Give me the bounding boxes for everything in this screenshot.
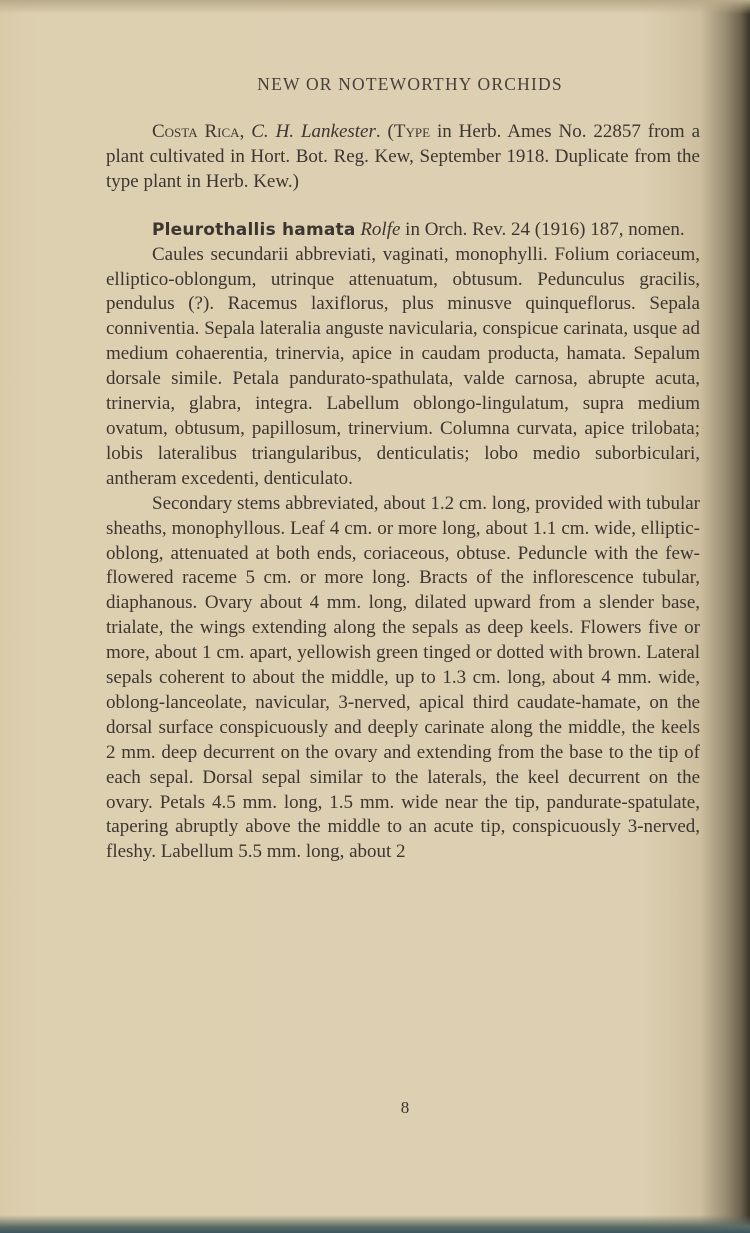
species-reference: in Orch. Rev. 24 (1916) 187, nomen. — [400, 218, 685, 240]
latin-description: Caules secundarii abbreviati, vaginati, monophylli. Folium coriaceum, elliptico-oblongum, utrinque attenuatum, obtusum. Pedunculus gracilis, pendulus (?). Racemus laxiflorus, plus minusve quinqueflorus. Sepala conniventia. Sepala lateralia anguste navicularia, conspicue carinata, usque ad medium cohaerentia, trinervia, apice in caudam producta, hamata. Sepalum dorsale simile. Petala pandurato-spathulata, valde carnosa, abrupte acuta, trinervia, glabra, integra. Labellum oblongo-lingulatum, supra medium ovatum, obtusum, papillosum, trinervium. Columna curvata, apice trilobata; lobis lateralibus triangularibus, denticulatis; lobo medio suborbiculari, antheram excedenti, denticulato. — [106, 243, 700, 489]
type-label: Type — [393, 121, 431, 142]
collector: C. H. Lankester — [251, 121, 376, 142]
locality: Costa Rica — [152, 121, 240, 142]
page-bottom-edge — [0, 1215, 750, 1233]
english-description: Secondary stems abbreviated, about 1.2 cm. long, provided with tubular sheaths, monophyllous. Leaf 4 cm. or more long, about 1.1 cm. wide, elliptic-oblong, attenuated at both ends, coriaceous, obtuse. Peduncle with the few-flowered raceme 5 cm. or more long. Bracts of the inflorescence tubular, diaphanous. Ovary about 4 mm. long, dilated upward from a slender base, trialate, the wings extending along the sepals as deep keels. Flowers five or more, about 1 cm. apart, yellowish green tinged or dotted with brown. Lateral sepals coherent to about the middle, up to 1.3 cm. long, about 4 mm. wide, oblong-lanceolate, navicular, 3-nerved, apical third caudate-hamate, on the dorsal surface conspicuously and deeply carinate along the middle, the keels 2 mm. deep decurrent on the ovary and extending from the base to the tip of each sepal. Dorsal sepal similar to the laterals, the keel decurrent on the ovary. Petals 4.5 mm. long, 1.5 mm. wide near the tip, pandurate-spatulate, tapering abruptly above the middle to an acute tip, conspicuously 3-nerved, fleshy. Labellum 5.5 mm. long, about 2 — [106, 492, 700, 863]
running-header: NEW OR NOTEWORTHY ORCHIDS — [257, 74, 563, 94]
body-text — [106, 120, 700, 865]
species-author: Rolfe — [360, 218, 401, 240]
species-name: Pleurothallis hamata — [152, 219, 356, 240]
page-number: 8 — [400, 1098, 410, 1117]
species-heading — [106, 218, 700, 243]
page-top-shadow — [0, 0, 750, 14]
type-citation-paragraph: Costa Rica, C. H. Lankester. (Type in Herb. Ames No. 22857 from a plant cultivated in Hort. Bot. Reg. Kew, September 1918. Duplicate from the type plant in Herb. Kew.) — [106, 121, 701, 192]
citation-details: in Herb. Ames No. 22857 from a plant cultivated in Hort. Bot. Reg. Kew, September 1918. Duplicate from the type plant in Herb. Kew.) — [106, 121, 701, 192]
